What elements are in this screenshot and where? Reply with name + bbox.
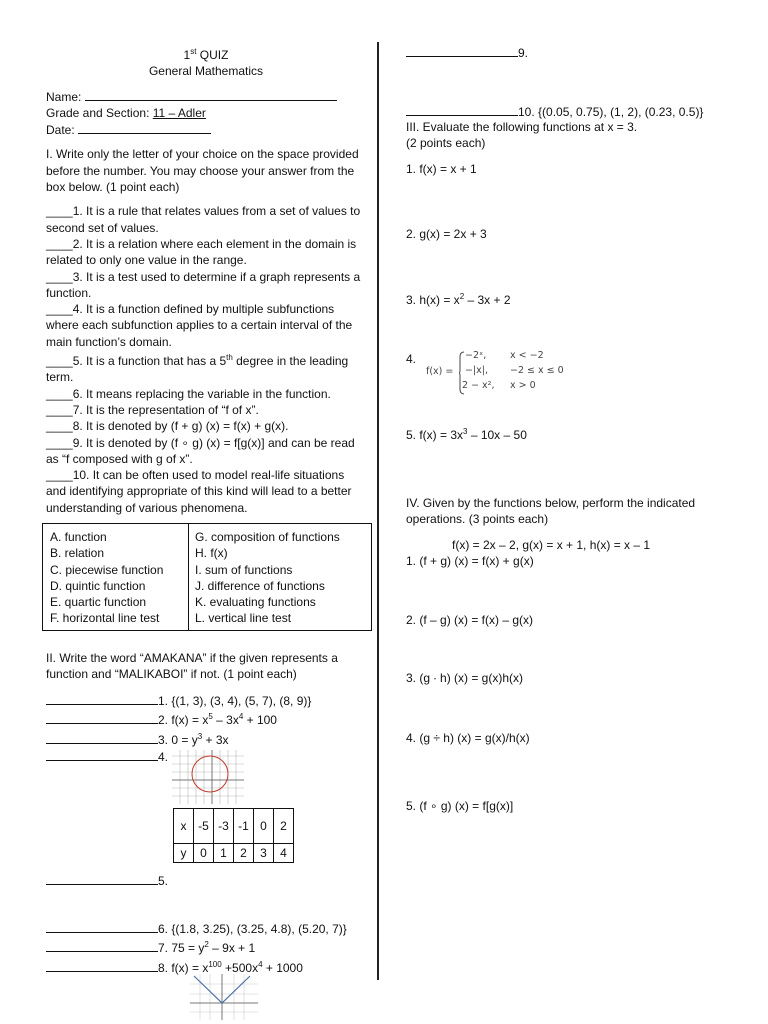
date-blank[interactable] [78, 121, 211, 134]
piecewise-cond-1: x < −2 [510, 350, 544, 361]
choice-j: J. difference of functions [195, 578, 325, 593]
table-row-y [174, 844, 294, 863]
xy-table [173, 808, 294, 863]
part3-instructions: III. Evaluate the following functions at x = 3. [406, 120, 638, 134]
table-cell: 2 [234, 844, 254, 863]
circle-graph [170, 748, 246, 806]
part2-item-10: 10. {(0.05, 0.75), (1, 2), (0.23, 0.5)} [406, 103, 703, 119]
absolute-value-graph [186, 972, 262, 1022]
choice-l: L. vertical line test [195, 611, 292, 626]
choices-left [50, 529, 163, 627]
answer-blank[interactable] [46, 939, 158, 952]
piecewise-expr-2: −|x|, [465, 365, 489, 376]
part4-given: f(x) = 2x – 2, g(x) = x + 1, h(x) = x – 1 [452, 538, 651, 552]
part2-item-3: 3. $0 = y^3 + 3x$ [46, 729, 311, 748]
part2-item-8: 8. $f(x) = x^{100} +500x^4 + 1000$ [46, 957, 347, 976]
part2-items-bottom [46, 920, 347, 976]
date-row: Date: [46, 121, 366, 138]
name-row: Name: [46, 88, 366, 105]
table-cell: 4 [274, 844, 294, 863]
answer-blank[interactable] [46, 711, 158, 724]
part1-item-3: ____3. It is a test used to determine if a graph represents a function. [46, 269, 361, 300]
name-blank[interactable] [85, 88, 337, 101]
part2-item-4: 4. [46, 748, 311, 765]
piecewise-expr-3: 2 − x², [462, 380, 495, 391]
part3-q4: 4. [406, 352, 417, 366]
part4-q4: 4. (g ÷ h) (x) = g(x)/h(x) [406, 731, 530, 745]
part1-item-7: ____7. It is the representation of “f of x”. [46, 402, 259, 417]
piecewise-cond-3: x > 0 [510, 380, 536, 391]
graph-grid [172, 750, 244, 804]
answer-blank[interactable] [406, 44, 518, 57]
choice-h: H. f(x) [195, 546, 228, 561]
answer-blank[interactable] [46, 731, 158, 744]
choice-g: G. composition of functions [195, 530, 340, 544]
part1-instructions: I. Write only the letter of your choice on the space provided before the number. You may choose your answer from the box below. (1 point each) [46, 147, 359, 195]
answer-blank[interactable] [46, 920, 158, 933]
choice-f: F. horizontal line test [50, 611, 160, 626]
part2-item-7: 7. $75 = y^2 - 9x + 1$ [46, 937, 347, 956]
part4-q5: 5. (f ∘ g) (x) = f[g(x)] [406, 799, 514, 813]
choices-right [195, 529, 340, 627]
choice-i: I. sum of functions [195, 562, 293, 577]
part2-instructions: II. Write the word “AMAKANA” if the given represents a function and “MALIKABOI” if not. (1 point each) [46, 651, 338, 682]
piecewise-function [426, 350, 576, 400]
circle-curve [192, 756, 228, 792]
grade-value: 11 – Adler [152, 105, 206, 120]
column-divider [377, 42, 379, 980]
table-cell: 0 [254, 809, 274, 844]
table-label-y: y [174, 844, 194, 863]
choice-c: C. piecewise function [50, 562, 164, 577]
left-column [46, 44, 366, 516]
part4-q2: 2. (f – g) (x) = f(x) – g(x) [406, 613, 534, 627]
part2-item-9: 9. [406, 44, 528, 60]
part1-item-10: ____10. It can be often used to model real-life situations and identifying appropriate of this kind will lead to a better understanding of various phenomena. [46, 468, 352, 515]
part3-q3: 3. $h(x) = x^2 - 3x + 2$ [406, 292, 511, 307]
choices-divider [188, 524, 189, 630]
table-cell: 0 [194, 844, 214, 863]
part1-item-9: ____9. It is denoted by (f ∘ g) (x) = f[g(x)] and can be read as “f composed with g of x”. [46, 435, 355, 466]
part2-item-6: 6. {(1.8, 3.25), (3.25, 4.8), (5.20, 7)} [46, 920, 347, 937]
choice-b: B. relation [50, 546, 105, 561]
part1-item-4: ____4. It is a function defined by multiple subfunctions where each subfunction applies to a certain interval of the main function’s domain. [46, 302, 353, 349]
table-cell: -5 [194, 809, 214, 844]
part1-item-5: ____5. It is a function that has a 5th degree in the leading term. [46, 353, 349, 385]
part4-q3: 3. (g ∙ h) (x) = g(x)h(x) [406, 671, 524, 685]
choice-e: E. quartic function [50, 595, 147, 610]
table-cell: 3 [254, 844, 274, 863]
table-cell: 1 [214, 844, 234, 863]
table-label-x: x [174, 809, 194, 844]
part3-q5: 5. $f(x) = 3x^3 - 10x - 50$ [406, 427, 527, 442]
choices-box [42, 523, 372, 631]
piecewise-lhs: f(x) = [426, 366, 454, 377]
part2-item-5: 5. [46, 872, 168, 888]
choice-k: K. evaluating functions [195, 595, 316, 610]
part2-item-2: 2. $f(x) = x^5 - 3x^4 + 100$ [46, 709, 311, 728]
graph-grid [190, 974, 258, 1020]
answer-blank[interactable] [46, 959, 158, 972]
part1-item-6: ____6. It means replacing the variable in the function. [46, 386, 331, 401]
part1-item-8: ____8. It is denoted by (f + g) (x) = f(x) + g(x). [46, 419, 289, 434]
table-cell: -3 [214, 809, 234, 844]
part2-item-1: 1. {(1, 3), (3, 4), (5, 7), (8, 9)} [46, 692, 311, 709]
table-cell: 2 [274, 809, 294, 844]
part1-item-1: ____1. It is a rule that relates values from a set of values to second set of values. [46, 204, 361, 235]
part3-points: (2 points each) [406, 136, 486, 151]
choice-a: A. function [50, 530, 107, 544]
table-cell: -1 [234, 809, 254, 844]
piecewise-cond-2: −2 ≤ x ≤ 0 [510, 365, 564, 376]
answer-blank[interactable] [46, 748, 158, 761]
table-row-x [174, 809, 294, 844]
piecewise-expr-1: −2ˣ, [465, 350, 487, 361]
quiz-subtitle: General Mathematics [148, 64, 264, 79]
answer-blank[interactable] [46, 692, 158, 705]
grade-row: Grade and Section: 11 – Adler [46, 105, 206, 120]
part3-q1: 1. f(x) = x + 1 [406, 162, 477, 176]
part3-header [406, 119, 637, 152]
part4-instructions: IV. Given by the functions below, perform the indicated operations. (3 points each) [406, 496, 696, 527]
quiz-title: 1st QUIZ [183, 47, 229, 62]
answer-blank[interactable] [406, 103, 518, 116]
choice-d: D. quintic function [50, 578, 146, 593]
part4-q1: 1. (f + g) (x) = f(x) + g(x) [406, 554, 534, 568]
answer-blank[interactable] [46, 872, 158, 885]
part1-item-2: ____2. It is a relation where each element in the domain is related to only one value in the range. [46, 236, 357, 268]
part3-q2: 2. g(x) = 2x + 3 [406, 227, 487, 241]
